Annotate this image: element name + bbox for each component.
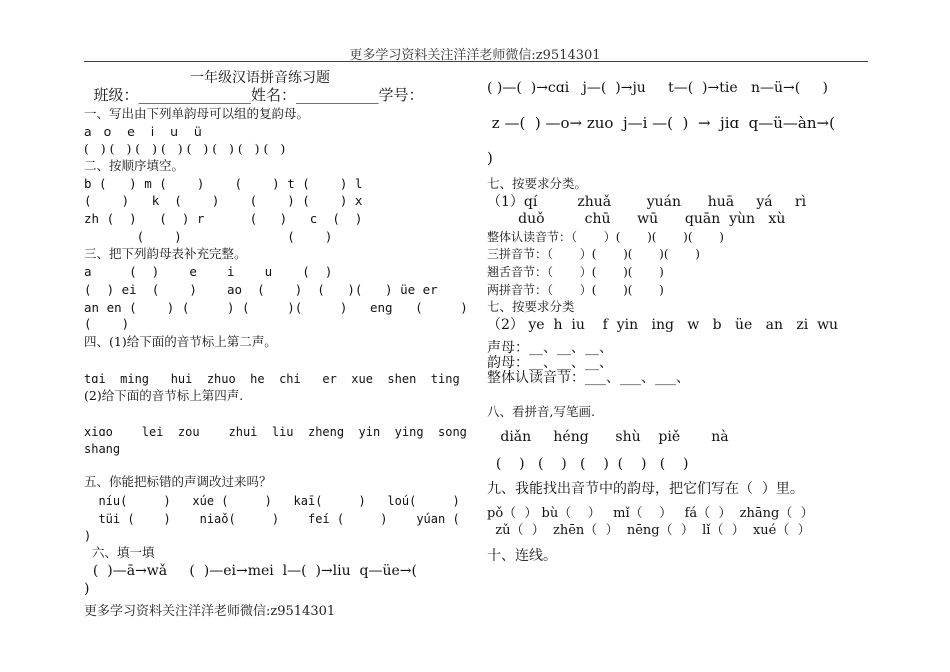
section-7a-row-2: duǒ chū wū quān yùn xù <box>487 211 786 227</box>
category-whole-syllable: 整体认读音节：（ ）( )( )( ) <box>487 230 724 244</box>
whole-syllable-line: 整体认读音节：___、___、___、 <box>487 370 690 386</box>
category-three-part: 三拼音节：（ ）( )( )( ) <box>487 247 700 261</box>
section-8-pinyin: diǎn héng shù piě nà <box>487 429 729 445</box>
section-4-title-2: (2)给下面的音节标上第四声. <box>84 388 244 403</box>
section-1-blanks: ( ) ( ) ( ) ( ) ( ) ( ) ( ) ( ) <box>84 141 286 156</box>
section-5-row-3: ) <box>84 529 92 543</box>
section-1-letters: a o e i u ü <box>84 124 202 139</box>
section-8-title: 八、看拼音,写笔画. <box>487 404 595 419</box>
fill-row-2: z —( ) —o→ zuo j—i —( ) → jiɑ q—ü—àn→( <box>487 114 835 132</box>
section-7a-row-1: （1）qí zhuǎ yuán huā yá rì <box>487 194 807 210</box>
section-5-row-1: níu( ) xúe ( ) kaī( ) loú( ) <box>84 494 460 508</box>
fill-row-3: ) <box>487 149 493 167</box>
section-2-row-2: ( ) k ( ) ( ) ( ) x <box>84 193 363 208</box>
section-3-row-2: ( ) ei ( ) ao ( ) ( )( ) üe er <box>84 282 438 297</box>
section-2-row-4: ( ) ( ) <box>84 229 333 244</box>
section-4-row-2: xiɑo lei zou zhui liu zheng yin ying song <box>84 425 467 439</box>
page-footer: 更多学习资料关注洋洋老师微信:z9514301 <box>84 604 336 619</box>
student-info-line: 班级：_______________姓名：___________学号： <box>84 86 424 104</box>
section-5-row-2: tüi ( ) niaǒ( ) feí ( ) yúan ( <box>84 512 460 526</box>
section-3-title: 三、把下列韵母表补充完整。 <box>84 246 247 261</box>
section-6-row-2: ) <box>84 581 90 597</box>
section-6-row-1: ( )—ā→wǎ ( )—ei→mei l—( )→liu q—üe→( <box>84 563 417 579</box>
section-1-title: 一、写出由下列单韵母可以组的复韵母。 <box>84 106 310 121</box>
section-6-title: 六、填一填 <box>84 545 155 560</box>
section-3-row-3: an en ( ) ( ) ( )( ) eng ( ) <box>84 300 468 315</box>
section-4-row-3: shang <box>84 442 121 456</box>
section-7b-row-1: （2） ye h iu f yin ing w b üe an zi wu <box>487 317 839 333</box>
initials-line: 声母：__、__、__、 <box>487 340 613 356</box>
section-9-row-2: zǔ（ ） zhēn（ ） nēng（ ） lǐ（ ） xué（ ） <box>487 523 811 538</box>
page-header: 更多学习资料关注洋洋老师微信:z9514301 <box>349 48 601 63</box>
section-3-row-4: ( ) <box>84 316 130 331</box>
category-two-part: 两拼音节：（ ）( )( ) <box>487 283 664 297</box>
section-4-row-1: tɑi ming hui zhuo he chi er xue shen ting <box>84 372 460 386</box>
section-9-title: 九、我能找出音节中的韵母，把它们写在（ ）里。 <box>487 481 804 497</box>
section-10-title: 十、连线。 <box>487 548 557 564</box>
section-7b-title: 七、按要求分类 <box>487 299 575 314</box>
section-8-blanks: ( ) ( ) ( ) ( ) ( ) <box>487 456 689 472</box>
section-2-title: 二、按顺序填空。 <box>84 158 185 173</box>
section-4-title: 四、(1)给下面的音节标上第二声。 <box>84 334 277 349</box>
section-5-title: 五、你能把标错的声调改过来吗？ <box>84 474 272 489</box>
fill-row-1: ( )—( )→cɑi j—( )→ju t—( )→tie n—ü→( ) <box>487 80 828 96</box>
header-rule <box>84 61 868 62</box>
section-7a-title: 七、按要求分类。 <box>487 176 588 191</box>
section-2-row-1: b ( ) m ( ) ( ) t ( ) l <box>84 176 363 191</box>
finals-line: 韵母：__、__、__、 <box>487 355 613 371</box>
section-9-row-1: pǒ（ ） bù（ ） mǐ（ ） fá（ ） zhāng（ ） <box>487 506 814 521</box>
section-3-row-1: a ( ) e i u ( ) <box>84 264 333 279</box>
worksheet-title: 一年级汉语拼音练习题 <box>190 70 330 86</box>
category-retroflex: 翘舌音节：（ ）( )( ) <box>487 265 664 279</box>
section-2-row-3: zh ( ) ( ) r ( ) c ( ) <box>84 211 363 226</box>
